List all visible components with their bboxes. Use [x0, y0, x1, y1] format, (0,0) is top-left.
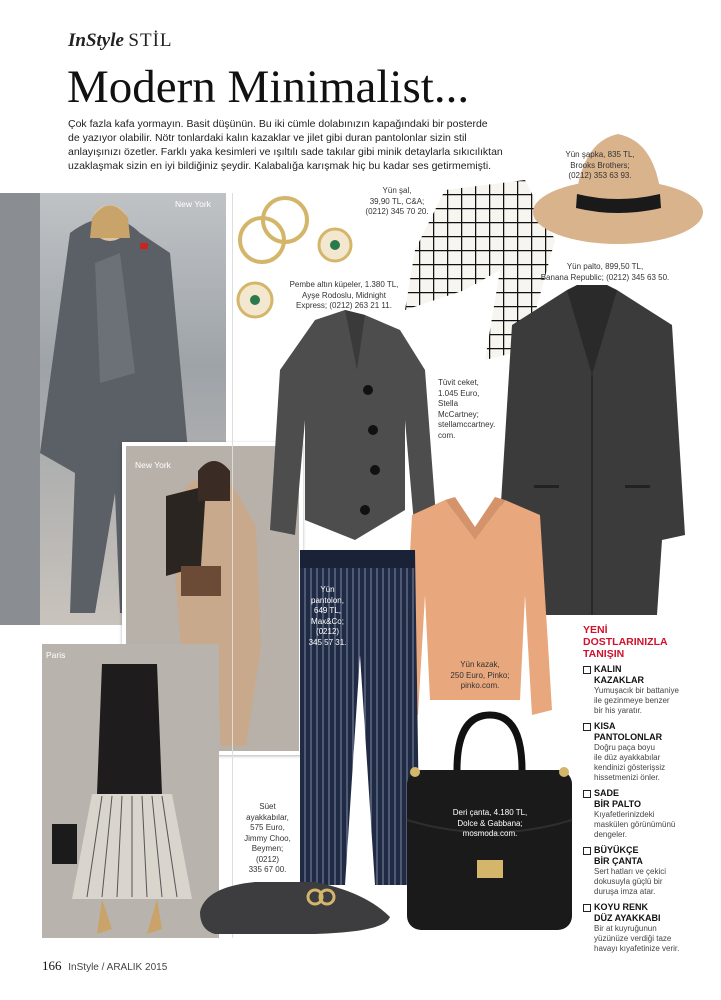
page-title: Modern Minimalist... — [67, 61, 470, 113]
sweater-caption: Yün kazak, 250 Euro, Pinko; pinko.com. — [450, 660, 510, 690]
checkbox-icon — [583, 904, 591, 912]
earrings-caption: Pembe altın küpeler, 1.380 TL, Ayşe Rodoslu, Midnight Express; (0212) 263 21 11. — [289, 280, 399, 310]
tip-item: KOYU RENK DÜZ AYAKKABI Bir at kuyruğunun yüzünüze verdiği taze havayı kıyafetinize verir. — [583, 902, 703, 954]
woman-pleated-skirt-image — [42, 644, 219, 938]
page-footer — [42, 958, 167, 974]
intro-line: uzaklaşmak sizin en iyi bildiğiniz şeydir. Kalabalığa karışmak hiç bu kadar ses getirmemişti. — [68, 160, 492, 172]
footer-separator: / — [101, 962, 107, 973]
page-number: 166 — [42, 958, 62, 973]
shoes-caption: Süet ayakkabılar, 575 Euro, Jimmy Choo, Beymen; (0212) 335 67 00. — [244, 802, 291, 874]
brand-logo: InStyle — [68, 30, 124, 51]
tip-item: SADE BİR PALTO Kıyafetlerinizdeki maskülen görünümünü dengeler. — [583, 788, 703, 840]
intro-line: anlayışınızı özetler. Farklı yaka kesimleri ve ışıltılı sade takılar gibi minik detaylarla sıkıcılıktan — [68, 146, 503, 158]
section-label: STİL — [128, 30, 173, 51]
intro-line: de yazıyor olabilir. Nötr tonlardaki kalın kazaklar ve jilet gibi duran pantolonlar sizin stil — [68, 132, 467, 144]
checkbox-icon — [583, 790, 591, 798]
hat-image — [530, 122, 705, 257]
location-label-2: New York — [135, 460, 171, 470]
loafers-image — [195, 872, 395, 942]
tip-item: KALIN KAZAKLAR Yumuşacık bir battaniye ile gezinmeye benzer bir his yaratır. — [583, 664, 703, 716]
section-header — [68, 30, 173, 52]
street-style-photo-3 — [42, 644, 219, 938]
checkbox-icon — [583, 847, 591, 855]
coat-caption: Yün palto, 899,50 TL, Banana Republic; (0212) 345 63 50. — [540, 262, 670, 282]
intro-line: Çok fazla kafa yormayın. Basit düşünün. Bu iki cümle dolabınızın kapağındaki bir posterde — [68, 118, 488, 130]
hat-caption: Yün şapka, 835 TL, Brooks Brothers; (0212) 353 63 93. — [565, 150, 635, 180]
trousers-caption: Yün pantolon, 649 TL, Max&Co; (0212) 345 57 31. — [308, 585, 347, 647]
checkbox-icon — [583, 666, 591, 674]
checkbox-icon — [583, 723, 591, 731]
tip-item: BÜYÜKÇE BİR ÇANTA Sert hatları ve çekici dokusuyla güçlü bir duruşa imza atar. — [583, 845, 703, 897]
location-label-3: Paris — [46, 650, 66, 660]
location-label-1: New York — [175, 199, 211, 209]
scarf-caption: Yün şal, 39,90 TL, C&A; (0212) 345 70 20. — [365, 186, 429, 216]
sidebar-title: YENİ DOSTLARINIZLA TANIŞIN — [583, 624, 668, 660]
tip-item: KISA PANTOLONLAR Doğru paça boyu ile düz ayakkabılar kendinizi gösterişsiz hissetmenizi önler. — [583, 721, 703, 783]
jacket-caption: Tüvit ceket, 1.045 Euro, Stella McCartney; stellamccartney. com. — [438, 378, 496, 440]
footer-issue: ARALIK 2015 — [106, 962, 168, 973]
footer-brand: InStyle — [68, 962, 99, 973]
bag-caption: Deri çanta, 4.180 TL, Dolce & Gabbana; mosmoda.com. — [452, 808, 528, 838]
sidebar-tips — [583, 624, 703, 954]
intro-paragraph — [68, 117, 528, 173]
